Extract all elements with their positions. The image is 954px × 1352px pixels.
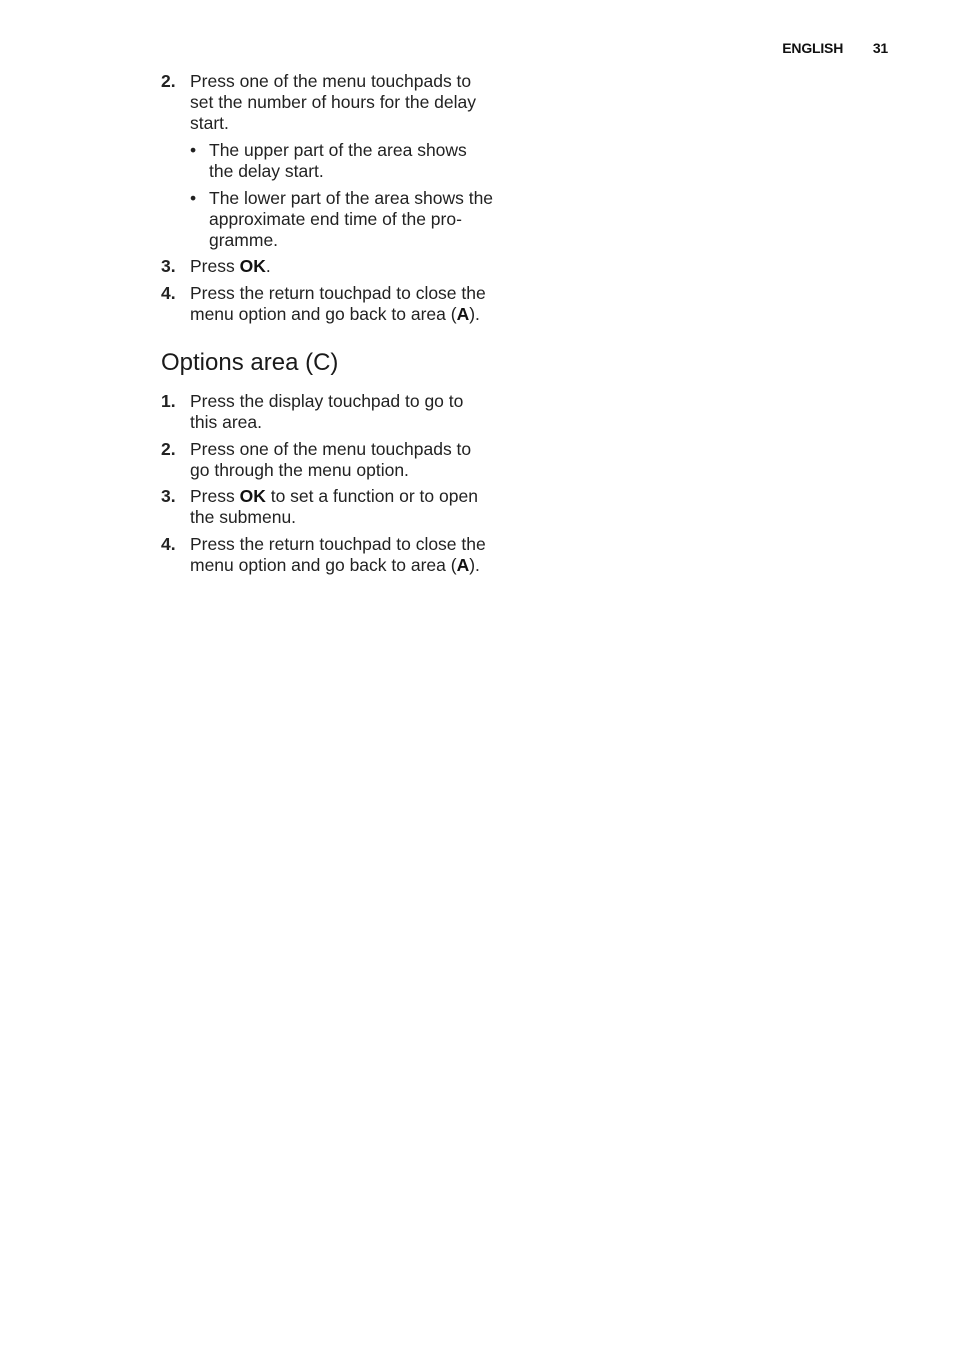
language-label: ENGLISH: [782, 40, 844, 56]
step-text-line: Press one of the menu touchpads to: [190, 439, 472, 459]
step-text-line: [190, 304, 521, 325]
step-text-post: ).: [469, 555, 480, 575]
step-text: [190, 283, 521, 325]
step-text-line: set the number of hours for the delay: [190, 92, 476, 112]
bullet-text-line: gramme.: [209, 230, 279, 250]
ok-key-label: OK: [239, 256, 266, 276]
bullet-text-line: approximate end time of the pro-: [209, 209, 462, 229]
step-text-line: [190, 486, 521, 507]
bullet-text-line: the delay start.: [209, 161, 324, 181]
step-number: 2.: [161, 439, 176, 459]
step-text: [190, 439, 521, 481]
step-number: 4.: [161, 283, 176, 303]
bullet-text-line: The lower part of the area shows the: [209, 188, 494, 208]
bullet-text: [209, 140, 521, 182]
step-text-line: go through the menu option.: [190, 460, 409, 480]
step-text-pre: Press: [190, 256, 240, 276]
step-text-line: this area.: [190, 412, 262, 432]
step-text-line: Press the return touchpad to close the: [190, 283, 486, 303]
page-number: 31: [872, 40, 888, 56]
step-number: 3.: [161, 486, 176, 506]
ok-key-label: OK: [239, 486, 266, 506]
step-number: 4.: [161, 534, 176, 554]
area-label: A: [456, 555, 470, 575]
area-label: A: [456, 304, 470, 324]
step-text-line: Press one of the menu touchpads to: [190, 71, 472, 91]
bullet-text: [209, 188, 521, 251]
bullet-icon: •: [190, 140, 197, 160]
step-text-pre: menu option and go back to area (: [190, 304, 457, 324]
page-header: [782, 40, 888, 56]
step-text-line: Press the display touchpad to go to: [190, 391, 464, 411]
step-number: 2.: [161, 71, 176, 91]
step-text: [190, 256, 521, 277]
step-text: [190, 534, 521, 576]
bullet-icon: •: [190, 188, 197, 208]
step-text-post: to set a function or to open: [265, 486, 478, 506]
bullet-text-line: The upper part of the area shows: [209, 140, 467, 160]
step-text-post: ).: [469, 304, 480, 324]
step-text-line: the submenu.: [190, 507, 297, 527]
step-number: 3.: [161, 256, 176, 276]
step-text: [190, 391, 521, 433]
step-text-post: .: [265, 256, 271, 276]
step-text: [190, 486, 521, 528]
step-text-line: Press the return touchpad to close the: [190, 534, 486, 554]
step-text-line: [190, 555, 521, 576]
step-text: [190, 71, 521, 134]
step-text-pre: menu option and go back to area (: [190, 555, 457, 575]
section-heading: Options area (C): [161, 349, 339, 376]
step-number: 1.: [161, 391, 176, 411]
step-text-pre: Press: [190, 486, 240, 506]
step-text-line: start.: [190, 113, 229, 133]
